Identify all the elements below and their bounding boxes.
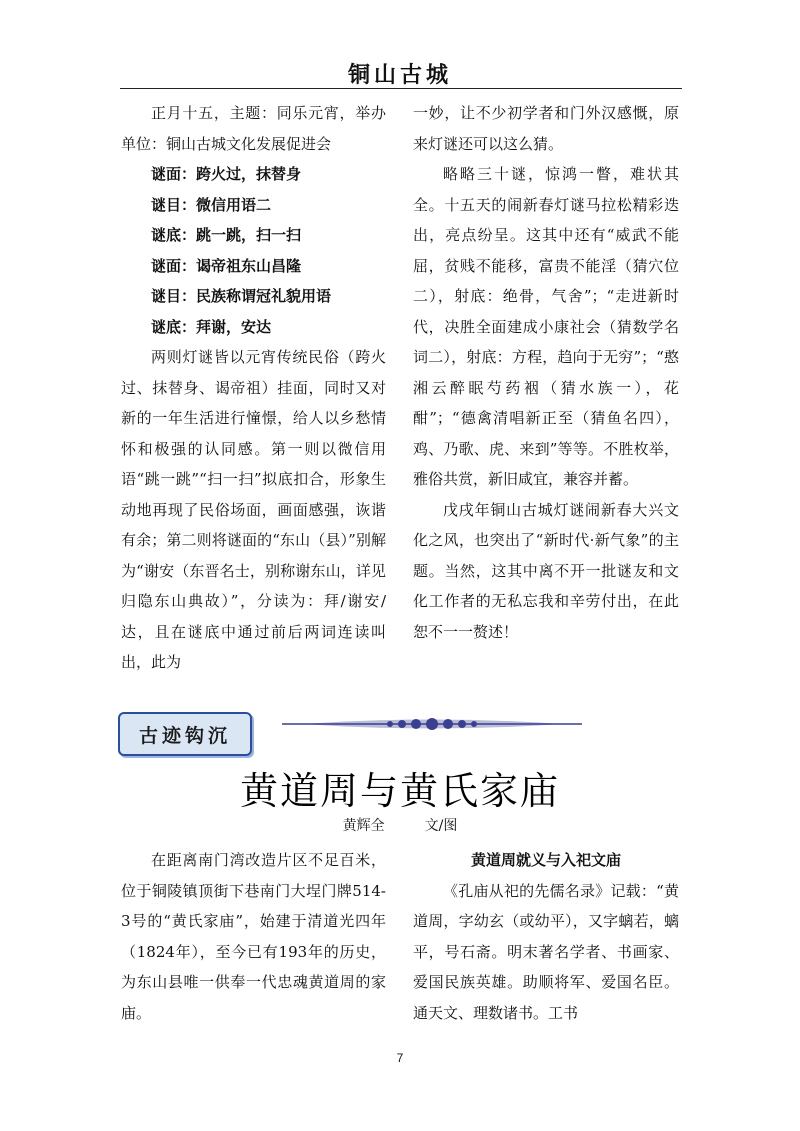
closing-paragraph: 戊戌年铜山古城灯谜闹新春大兴文化之风，也突出了“新时代·新气象”的主题。当然，这其中离不开一批谜友和文化工作者的无私忘我和辛劳付出，在此恕不一一赘述！ bbox=[413, 500, 679, 641]
byline bbox=[0, 815, 800, 835]
biography-paragraph: 《孔庙从祀的先儒名录》记载：“黄道周，字幼玄（或幼平），又字螭若，螭平，号石斋。明末著名学者、书画家、爱国民族英雄。助顺将军、爱国名臣。通天文、理数诸书。工书 bbox=[413, 881, 679, 1022]
ornamental-divider bbox=[282, 713, 582, 735]
subsection-heading: 黄道周就义与入祀文庙 bbox=[470, 851, 621, 869]
riddle-line: 谜目：民族称谓冠礼貌用语 bbox=[151, 287, 332, 305]
bottom-left-column bbox=[121, 845, 386, 1028]
credit-label: 文/图 bbox=[424, 818, 458, 834]
top-right-column bbox=[413, 98, 679, 647]
bottom-right-column bbox=[413, 845, 679, 1028]
page-number: 7 bbox=[396, 1051, 404, 1065]
article-title: 黄道周与黄氏家庙 bbox=[239, 769, 560, 813]
commentary-continued: 一妙，让不少初学者和门外汉感慨，原来灯谜还可以这么猜。 bbox=[413, 104, 679, 153]
riddle-line: 谜面：谒帝祖东山昌隆 bbox=[151, 256, 302, 275]
riddle-line: 谜底：拜谢，安达 bbox=[151, 317, 272, 336]
event-intro: 正月十五，主题：同乐元宵，举办单位：铜山古城文化发展促进会 bbox=[121, 104, 386, 153]
running-header-title: 铜山古城 bbox=[347, 62, 452, 88]
riddle-line: 谜目：微信用语二 bbox=[151, 195, 272, 214]
author-name: 黄辉全 bbox=[342, 818, 385, 834]
section-label-banner: 古迹钩沉 bbox=[118, 712, 252, 756]
riddle-highlights-paragraph: 略略三十谜，惊鸿一瞥，难状其全。十五天的闹新春灯谜马拉松精彩迭出，亮点纷呈。这其中还有“威武不能屈，贫贱不能移，富贵不能淫（猜穴位二），射底：绝骨，气舍”；“走进新时代，决胜全面建成小康社会（猜数学名词二），射底：方程，趋向于无穷”；“憨湘云醉眠芍药裀（猜水族一），花酣”；“德禽清唱新正至（猜鱼名四），鸡、乃歌、虎、来到”等等。不胜枚举，雅俗共赏，新旧咸宜，兼容并蓄。 bbox=[413, 165, 679, 488]
riddle-line: 谜面：跨火过，抹替身 bbox=[151, 165, 302, 183]
header-rule bbox=[120, 88, 682, 89]
temple-intro-paragraph: 在距离南门湾改造片区不足百米，位于铜陵镇顶街下巷南门大埕门牌514-3号的“黄氏家庙”，始建于清道光四年（1824年），至今已有193年的历史，为东山县唯一供奉一代忠魂黄道周的家庙。 bbox=[121, 851, 386, 1022]
riddle-line: 谜底：跳一跳，扫一扫 bbox=[151, 226, 302, 244]
riddle-commentary: 两则灯谜皆以元宵传统民俗（跨火过、抹替身、谒帝祖）挂面，同时又对新的一年生活进行憧憬，给人以乡愁情怀和极强的认同感。第一则以微信用语“跳一跳”“扫一扫”拟底扣合，形象生动地再现了民俗场面，画面感强，诙谐有余；第二则将谜面的“东山（县）”别解为“谢安（东晋名士，别称谢东山，详见归隐东山典故）”，分读为：拜/谢安/达，且在谜底中通过前后两词连读叫出，此为 bbox=[121, 348, 386, 671]
top-left-column bbox=[121, 98, 386, 678]
